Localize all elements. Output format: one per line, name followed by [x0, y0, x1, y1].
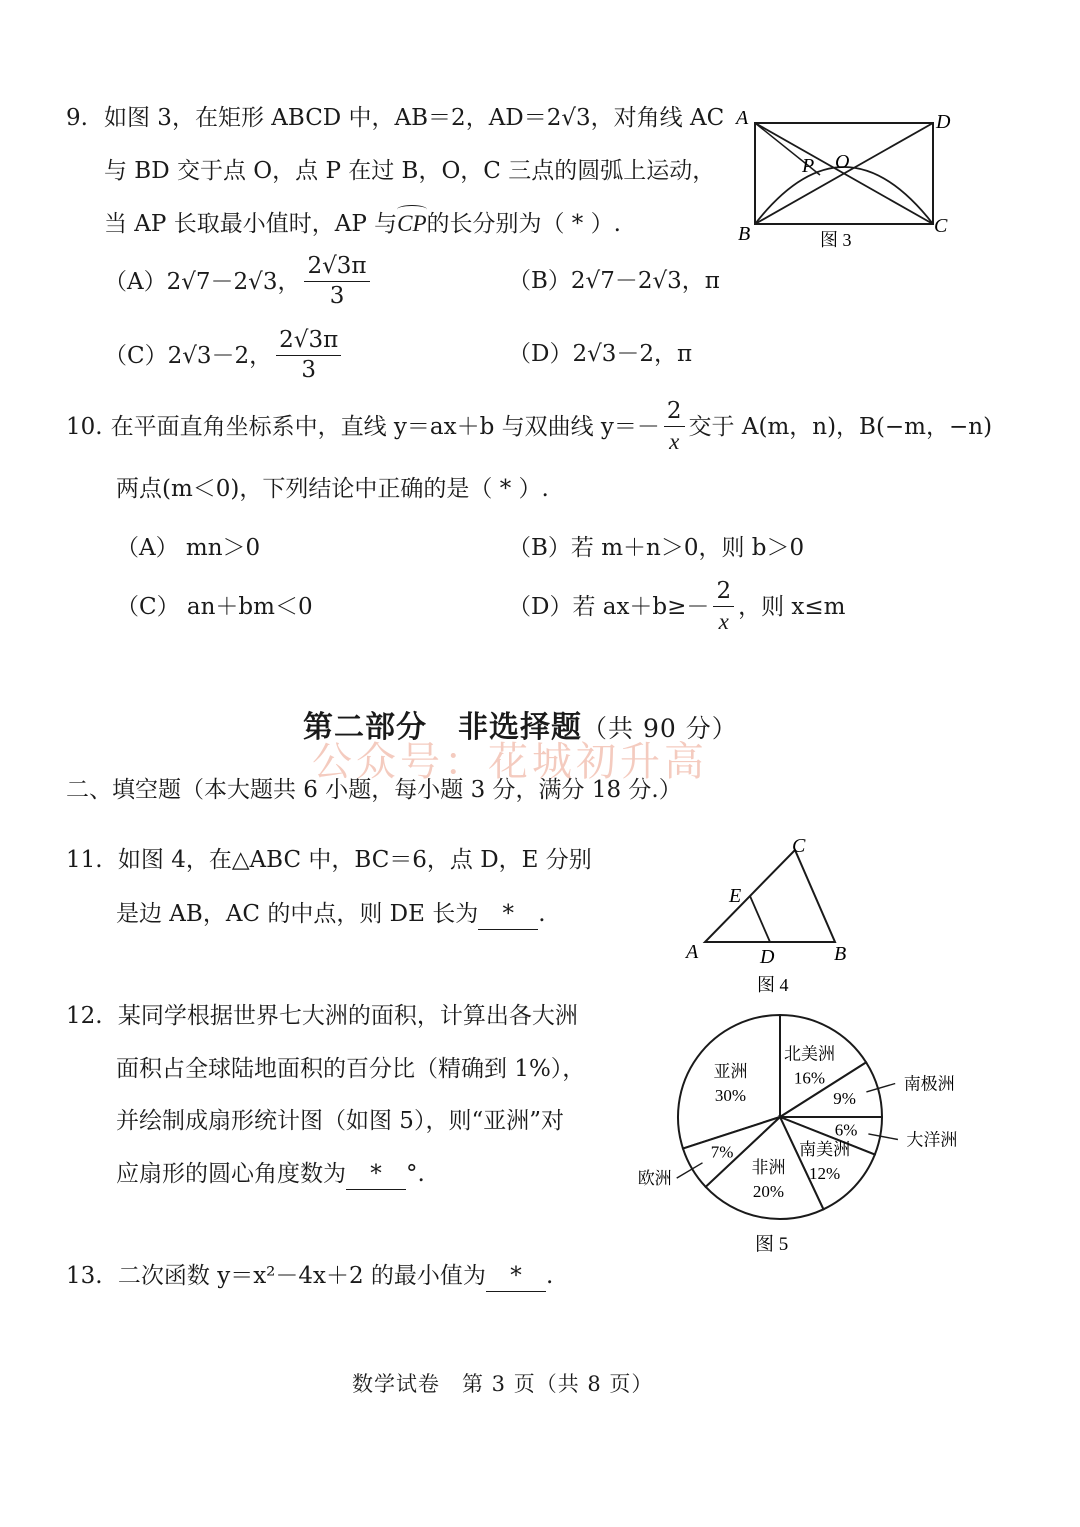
pie-value-label: 6%: [834, 1120, 858, 1140]
q11-line2: [116, 899, 546, 930]
q9-option-c-fraction: [276, 329, 341, 382]
q10-line1: [66, 400, 992, 453]
fig3-label-p: P: [802, 155, 815, 177]
fill-in-heading: 二、填空题（本大题共 6 小题，每小题 3 分，满分 18 分.）: [66, 777, 682, 803]
q9-option-a-label: （A）: [104, 268, 167, 295]
q13-text-post: .: [545, 1263, 554, 1289]
pie-name-label: 欧洲: [637, 1169, 672, 1189]
section-title-sub: （共 90 分）: [582, 714, 738, 743]
fig4-triangle-abc: [705, 850, 835, 942]
q11-answer-blank: *: [478, 899, 538, 930]
q13-answer-blank: *: [486, 1261, 546, 1292]
q12-line2: 面积占全球陆地面积的百分比（精确到 1%），: [116, 1056, 586, 1082]
q10-number: 10.: [66, 413, 103, 440]
pie-name-label: 大洋洲: [906, 1130, 958, 1150]
q9-option-b-value: 2√7－2√3，π: [570, 268, 720, 294]
fig3-caption: 图 3: [820, 230, 852, 250]
q9-option-b-label: （B）: [508, 268, 571, 294]
q10-option-d-denominator: x: [718, 609, 729, 634]
pie-name-label: 北美洲: [784, 1044, 835, 1064]
q10-line1-pre: 在平面直角坐标系中，直线 y＝ax＋b 与双曲线 y＝－: [110, 413, 660, 440]
fig3-arc-boc: [755, 167, 933, 224]
q9-option-c-numerator: 2√3π: [276, 329, 341, 356]
pie-value-label: 7%: [710, 1142, 734, 1162]
q9-option-a-value: 2√7－2√3，: [166, 268, 301, 295]
q12-line4-post: °.: [406, 1161, 425, 1187]
q11-line1: [66, 845, 592, 875]
q9-option-d-value: 2√3－2，π: [572, 341, 693, 367]
q10-numerator: 2: [664, 400, 685, 427]
q12-line1-text: 某同学根据世界七大洲的面积，计算出各大洲: [117, 1003, 578, 1029]
fig4-label-a: A: [686, 941, 699, 963]
fig4-caption: 图 4: [757, 975, 789, 995]
fig4-segment-de: [750, 896, 770, 942]
q11-line2-post: .: [538, 901, 546, 927]
q9-option-a-fraction: [304, 255, 369, 308]
q9-arc-cp: CP: [397, 209, 426, 239]
pie-name-label: 南极洲: [903, 1074, 955, 1094]
q12-line4: [116, 1159, 425, 1190]
q12-line4-pre: 应扇形的圆心角度数为: [116, 1161, 346, 1187]
q10-denominator: x: [669, 429, 680, 454]
q11-line1-text: 如图 4，在△ABC 中，BC＝6，点 D，E 分别: [117, 847, 592, 873]
q10-option-d-fraction: [713, 580, 734, 633]
q9-option-d: [508, 339, 692, 369]
q9-option-b: [508, 266, 720, 296]
q12-line3: 并绘制成扇形统计图（如图 5），则“亚洲”对: [116, 1108, 564, 1134]
pie-name-label: 南美洲: [799, 1139, 851, 1159]
fig4-label-e: E: [729, 885, 742, 907]
q11-number: 11.: [66, 847, 103, 873]
fig3-label-a: A: [736, 107, 749, 129]
q9-option-d-label: （D）: [508, 341, 573, 367]
pie-value-label: 20%: [752, 1182, 785, 1202]
q10-fraction: [664, 400, 685, 453]
pie-value-label: 30%: [714, 1086, 747, 1105]
q11-line2-pre: 是边 AB，AC 的中点，则 DE 长为: [116, 901, 479, 927]
pie-name-label: 非洲: [751, 1158, 786, 1178]
q10-option-d: [508, 580, 845, 633]
q9-option-c: [104, 329, 345, 382]
q9-option-a-denominator: 3: [329, 283, 345, 309]
q13-text-pre: 二次函数 y＝x²－4x＋2 的最小值为: [117, 1263, 486, 1289]
q10-line1-post: 交于 A(m，n)，B(−m，−n): [688, 413, 993, 440]
q10-option-d-pre: （D）若 ax＋b≥－: [508, 593, 710, 620]
figure-5-pie-chart: [630, 1000, 970, 1262]
q12-line1: [66, 1001, 578, 1031]
fig4-label-c: C: [792, 835, 806, 857]
q9-line2: 与 BD 交于点 O，点 P 在过 B，O，C 三点的圆弧上运动，: [104, 158, 716, 184]
q13-line: [66, 1261, 553, 1292]
fig3-label-o: O: [835, 151, 850, 173]
fig3-label-d: D: [936, 111, 951, 133]
q10-option-d-numerator: 2: [713, 580, 734, 607]
q9-option-a: [104, 255, 374, 308]
pie-name-label: 亚洲: [713, 1062, 748, 1081]
fig3-label-b: B: [738, 223, 751, 245]
figure-3: [728, 100, 960, 260]
page-footer: 数学试卷 第 3 页（共 8 页）: [352, 1372, 654, 1396]
fig4-label-d: D: [760, 946, 775, 968]
fig5-caption: 图 5: [755, 1234, 789, 1255]
q9-option-c-label: （C）: [104, 342, 168, 369]
q10-option-d-post: ，则 x≤m: [738, 593, 846, 620]
q9-line3-post: 的长分别为（ * ）.: [426, 211, 621, 237]
q10-option-c: （C） an＋bm＜0: [116, 594, 313, 620]
watermark: 公众号：花城初升高: [312, 739, 708, 785]
q9-line1: 如图 3，在矩形 ABCD 中，AB＝2，AD＝2√3，对角线 AC: [104, 105, 725, 131]
q9-option-c-denominator: 3: [301, 357, 317, 383]
section-title-main: 第二部分 非选择题: [303, 710, 582, 745]
q9-option-a-numerator: 2√3π: [304, 255, 369, 282]
q13-number: 13.: [66, 1263, 103, 1289]
figure-4: [680, 830, 870, 1000]
fig3-label-c: C: [934, 215, 948, 237]
q9-option-c-value: 2√3－2，: [167, 342, 273, 369]
q10-option-b: （B）若 m＋n＞0，则 b＞0: [508, 535, 805, 561]
q9-line3-pre: 当 AP 长取最小值时，AP 与: [104, 211, 398, 237]
pie-value-label: 16%: [793, 1068, 826, 1088]
fig4-label-b: B: [834, 943, 847, 965]
pie-value-label: 12%: [809, 1163, 841, 1183]
q9-line3: [104, 209, 621, 239]
q12-number: 12.: [66, 1003, 103, 1029]
q10-line2: 两点(m＜0)，下列结论中正确的是（ * ）.: [116, 476, 549, 502]
q10-option-a: （A） mn＞0: [116, 535, 261, 561]
q9-number: 9.: [66, 105, 88, 131]
pie-value-label: 9%: [833, 1089, 856, 1109]
q12-answer-blank: *: [346, 1159, 406, 1190]
